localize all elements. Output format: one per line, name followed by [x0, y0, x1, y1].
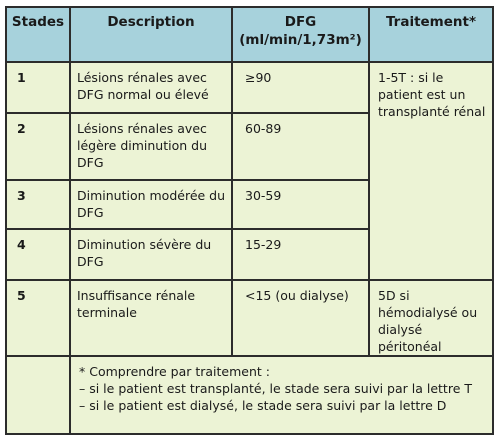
dfg-cell: 60-89	[232, 113, 369, 180]
header-stades: Stades	[6, 7, 70, 62]
header-traitement: Traitement*	[369, 7, 493, 62]
header-description: Description	[70, 7, 232, 62]
header-dfg-title: DFG	[284, 14, 317, 30]
header-row	[6, 7, 493, 62]
table-row	[6, 62, 493, 113]
traitement-cell-dialyse: 5D si hémodialysé ou dialysé péritonéal	[369, 280, 493, 356]
footnote	[70, 356, 493, 434]
header-dfg	[232, 7, 369, 62]
footnote-row	[6, 356, 493, 434]
description-cell: Lésions rénales avec DFG normal ou élevé	[70, 62, 232, 113]
traitement-cell-transplant: 1-5T : si le patient est un transplanté rénal	[369, 62, 493, 280]
stade-cell: 3	[6, 180, 70, 229]
footnote-dialyse-line: – si le patient est dialysé, le stade sera suivi par la lettre D	[79, 398, 447, 413]
footnote-title: * Comprendre par traitement :	[79, 364, 270, 379]
description-cell: Lésions rénales avec légère diminution du DFG	[70, 113, 232, 180]
dfg-cell: 15-29	[232, 229, 369, 280]
stade-cell: 2	[6, 113, 70, 180]
description-cell: Insuffisance rénale terminale	[70, 280, 232, 356]
table-row	[6, 280, 493, 356]
stade-cell: 4	[6, 229, 70, 280]
stade-cell: 5	[6, 280, 70, 356]
ckd-stages-table	[5, 6, 494, 435]
dfg-cell: ≥90	[232, 62, 369, 113]
stade-cell: 1	[6, 62, 70, 113]
dfg-cell: 30-59	[232, 180, 369, 229]
dfg-cell: <15 (ou dialyse)	[232, 280, 369, 356]
footnote-transplant-line: – si le patient est transplanté, le stade sera suivi par la lettre T	[79, 381, 472, 396]
description-cell: Diminution sévère du DFG	[70, 229, 232, 280]
header-dfg-unit: (ml/min/1,73m²)	[239, 32, 362, 48]
description-cell: Diminution modérée du DFG	[70, 180, 232, 229]
footnote-blank-cell	[6, 356, 70, 434]
